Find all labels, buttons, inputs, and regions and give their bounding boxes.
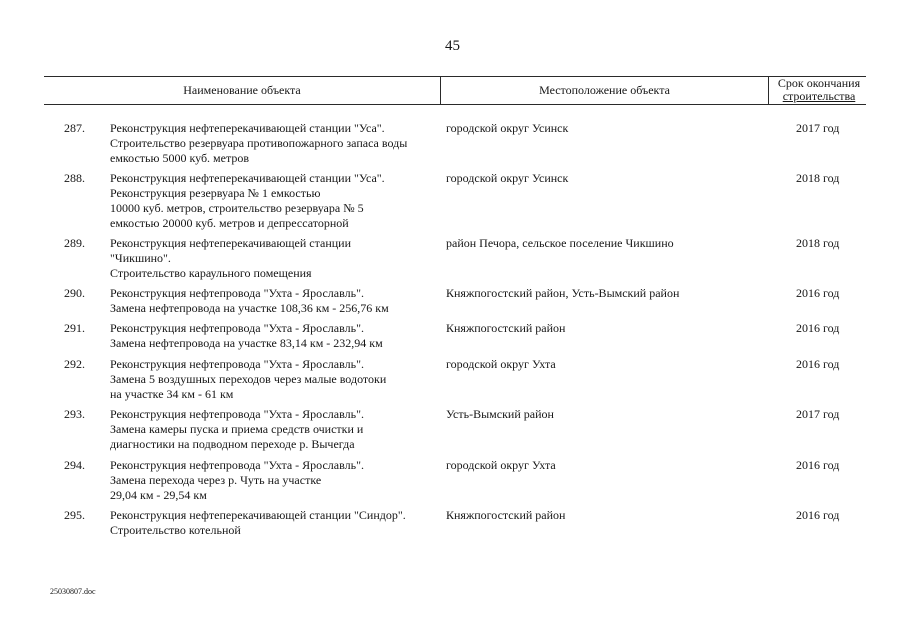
object-name-line: Реконструкция нефтепровода "Ухта - Ярославль". (110, 321, 364, 335)
column-header-name: Наименование объекта (183, 83, 301, 97)
row-number: 292. (64, 357, 85, 371)
object-location: Княжпогостский район (446, 508, 566, 522)
column-header-term (769, 77, 869, 103)
construction-term: 2017 год (796, 407, 840, 421)
object-name (110, 508, 440, 538)
object-name-line: Строительство резервуара противопожарного запаса воды (110, 136, 408, 150)
object-location: городской округ Усинск (446, 171, 569, 185)
object-location: район Печора, сельское поселение Чикшино (446, 236, 674, 250)
row-number: 295. (64, 508, 85, 522)
document-filename: 25030807.doc (50, 587, 96, 596)
object-name-line: Замена 5 воздушных переходов через малые водотоки (110, 372, 387, 386)
object-name (110, 236, 440, 281)
object-name (110, 171, 440, 231)
object-name-line: Замена камеры пуска и приема средств очистки и (110, 422, 364, 436)
object-name (110, 407, 440, 452)
object-location: Княжпогостский район, Усть-Вымский район (446, 286, 680, 300)
object-name-line: Замена нефтепровода на участке 108,36 км - 256,76 км (110, 301, 389, 315)
object-name (110, 286, 440, 316)
object-name-line: Строительство котельной (110, 523, 241, 537)
object-name-line: Реконструкция нефтепровода "Ухта - Ярославль". (110, 458, 364, 472)
construction-term: 2016 год (796, 508, 840, 522)
object-name-line: Замена нефтепровода на участке 83,14 км - 232,94 км (110, 336, 383, 350)
construction-term: 2016 год (796, 357, 840, 371)
object-name-line: Реконструкция резервуара № 1 емкостью (110, 186, 321, 200)
object-name-line: диагностики на подводном переходе р. Вычегда (110, 437, 355, 451)
object-name (110, 458, 440, 503)
object-location: городской округ Усинск (446, 121, 569, 135)
construction-term: 2018 год (796, 171, 840, 185)
object-name-line: емкостью 20000 куб. метров и депрессаторной (110, 216, 349, 230)
object-name (110, 121, 440, 166)
row-number: 294. (64, 458, 85, 472)
column-header-location: Местоположение объекта (539, 83, 670, 97)
row-number: 290. (64, 286, 85, 300)
object-location: городской округ Ухта (446, 458, 556, 472)
row-number: 288. (64, 171, 85, 185)
page-number: 45 (445, 38, 460, 54)
object-location: Усть-Вымский район (446, 407, 554, 421)
row-number: 291. (64, 321, 85, 335)
object-name-line: Реконструкция нефтеперекачивающей станции "Уса". (110, 121, 385, 135)
construction-term: 2016 год (796, 286, 840, 300)
object-name-line: Замена перехода через р. Чуть на участке (110, 473, 322, 487)
object-name-line: 29,04 км - 29,54 км (110, 488, 207, 502)
row-number: 287. (64, 121, 85, 135)
object-name-line: 10000 куб. метров, строительство резервуара № 5 (110, 201, 364, 215)
column-header-term-line1: Срок окончания (777, 76, 861, 90)
column-header-term-line2: строительства (782, 89, 856, 103)
construction-term: 2016 год (796, 458, 840, 472)
construction-term: 2016 год (796, 321, 840, 335)
object-name-line: Реконструкция нефтепровода "Ухта - Ярославль". (110, 357, 364, 371)
row-number: 293. (64, 407, 85, 421)
object-name-line: Реконструкция нефтеперекачивающей станции "Синдор". (110, 508, 406, 522)
object-name-line: Реконструкция нефтепровода "Ухта - Ярославль". (110, 407, 364, 421)
construction-term: 2018 год (796, 236, 840, 250)
row-number: 289. (64, 236, 85, 250)
table-header-bottom-rule (44, 104, 866, 105)
object-name-line: емкостью 5000 куб. метров (110, 151, 250, 165)
object-name (110, 321, 440, 351)
object-name (110, 357, 440, 402)
table-header-top-rule (44, 76, 866, 77)
object-name-line: на участке 34 км - 61 км (110, 387, 234, 401)
object-name-line: Реконструкция нефтеперекачивающей станции "Уса". (110, 171, 385, 185)
object-name-line: Строительство караульного помещения (110, 266, 312, 280)
construction-term: 2017 год (796, 121, 840, 135)
object-location: Княжпогостский район (446, 321, 566, 335)
object-location: городской округ Ухта (446, 357, 556, 371)
object-name-line: Реконструкция нефтеперекачивающей станции (110, 236, 352, 250)
object-name-line: "Чикшино". (110, 251, 171, 265)
object-name-line: Реконструкция нефтепровода "Ухта - Ярославль". (110, 286, 364, 300)
